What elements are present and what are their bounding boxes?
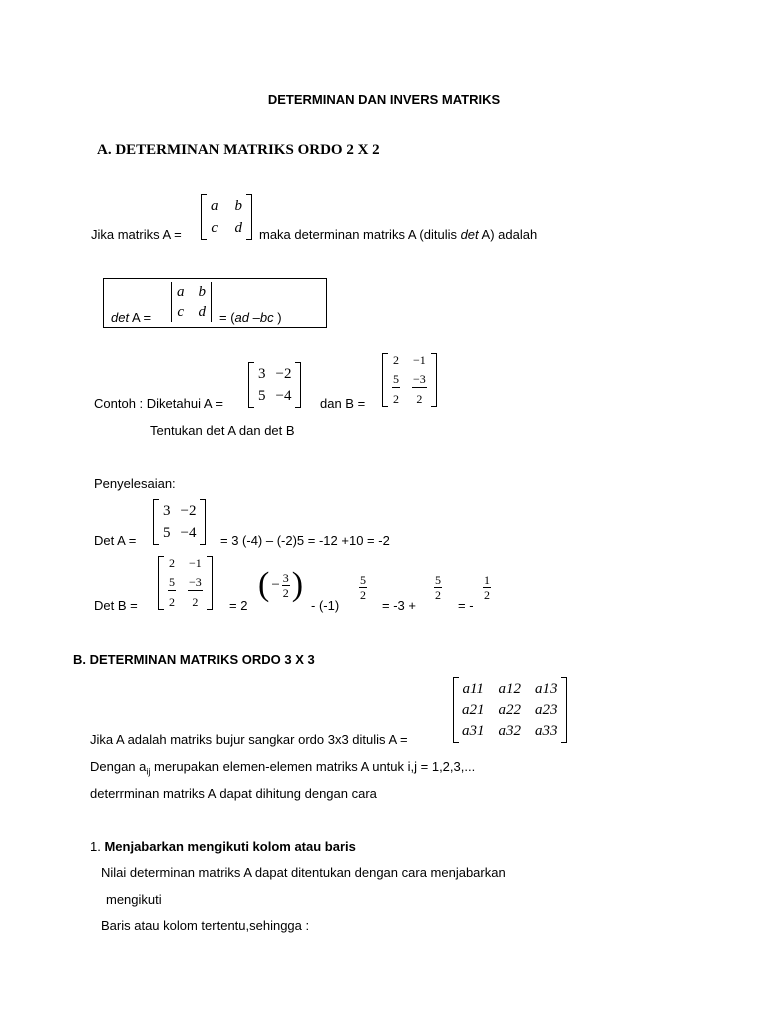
solution-label: Penyelesaian: [94,476,176,491]
right-paren: ) [291,566,304,603]
box-label: det A = [111,310,152,325]
matrix-cell: 5 [169,575,175,589]
matrix-cell: −4 [180,524,197,541]
det-bars-generic [168,282,215,322]
section-b-heading: B. DETERMINAN MATRIKS ORDO 3 X 3 [73,652,315,667]
matrix-cell: 3 [163,502,171,519]
matrix-cell: 2 [169,595,175,609]
det-b-label: Det B = [94,598,138,613]
matrix-cell: 2 [192,595,199,609]
matrix-cell: 2 [169,556,175,570]
task-text: Tentukan det A dan det B [150,423,295,438]
minus-sign: − [271,576,280,593]
matrix-cell: a33 [535,722,558,739]
item-1-paragraph-1: Nilai determinan matriks A dapat ditentukan dengan cara menjabarkan [101,865,506,880]
matrix-cell: a13 [535,680,558,697]
section-b-line3: deterrminan matriks A dapat dihitung dengan cara [90,786,377,801]
fraction-five-halves-2: $\frac{5}{2}$ [435,573,441,602]
det-a-matrix [153,499,206,545]
matrix-cell: a32 [498,722,521,739]
matrix-cell: 5 [163,524,171,541]
intro-left: Jika matriks A = [91,227,182,242]
matrix-cell: 3 [258,365,266,382]
matrix-cell: a [177,283,185,300]
fraction: $\frac{3}{2}$ [282,570,289,600]
matrix-cell: a [211,197,219,214]
det-a-calc: = 3 (-4) – (-2)5 = -12 +10 = -2 [220,533,390,548]
matrix-cell: b [234,197,242,214]
box-formula: = (ad –bc ) [219,310,282,325]
det-b-matrix [158,556,213,610]
matrix-cell: a22 [498,701,521,718]
matrix-cell: a31 [462,722,485,739]
matrix-cell: −4 [275,387,292,404]
matrix-cell: d [234,219,242,236]
matrix-example-a [248,362,301,408]
matrix-cell: 5 [258,387,266,404]
matrix-example-b [382,353,437,407]
matrix-cell: −2 [275,365,292,382]
intro-right: maka determinan matriks A (ditulis det A) adalah [259,227,538,242]
page-title: DETERMINAN DAN INVERS MATRIKS [267,92,501,107]
matrix-cell: 5 [393,372,399,386]
item-1-paragraph-2: mengikuti [106,892,162,907]
matrix-cell: −3 [413,372,426,386]
matrix-cell: −1 [189,556,202,570]
matrix-cell: c [211,219,219,236]
matrix-cell: a12 [498,680,521,697]
det-b-eq4: = - [458,598,474,613]
example-label: Contoh : Diketahui A = [94,396,224,411]
matrix-cell: 2 [393,353,399,367]
item-1-heading: 1. Menjabarkan mengikuti kolom atau baris [90,839,356,854]
section-b-line1: Jika A adalah matriks bujur sangkar ordo 3x3 ditulis A = [90,732,408,747]
matrix-cell: a21 [462,701,485,718]
section-a-heading: A. DETERMINAN MATRIKS ORDO 2 X 2 [97,142,380,158]
matrix-3x3 [453,677,567,743]
left-paren: ( [258,566,270,603]
matrix-cell: 2 [393,392,399,406]
det-b-eq3: = -3 + [382,598,416,613]
matrix-cell: 2 [416,392,423,406]
matrix-cell: −3 [189,575,202,589]
fraction-five-halves-1: $\frac{5}{2}$ [360,573,366,602]
det-b-eq2: = 2 [229,598,248,613]
matrix-cell: −2 [180,502,197,519]
det-b-minus: - (-1) [311,598,340,613]
det-a-label: Det A = [94,533,137,548]
item-1-paragraph-3: Baris atau kolom tertentu,sehingga : [101,918,310,933]
fraction-one-half: $\frac{1}{2}$ [484,573,490,602]
example-and: dan B = [320,396,366,411]
matrix-cell: a11 [462,680,484,697]
matrix-cell: −1 [413,353,426,367]
matrix-generic [201,194,252,240]
matrix-cell: a23 [535,701,558,718]
det-b-paren-term [258,568,303,602]
section-b-line2: Dengan $a_{ij}$ merupakan elemen-elemen matriks A untuk i,j = 1,2,3,... [90,759,476,777]
matrix-cell: c [177,303,185,320]
matrix-cell: d [198,303,206,320]
matrix-cell: b [198,283,206,300]
